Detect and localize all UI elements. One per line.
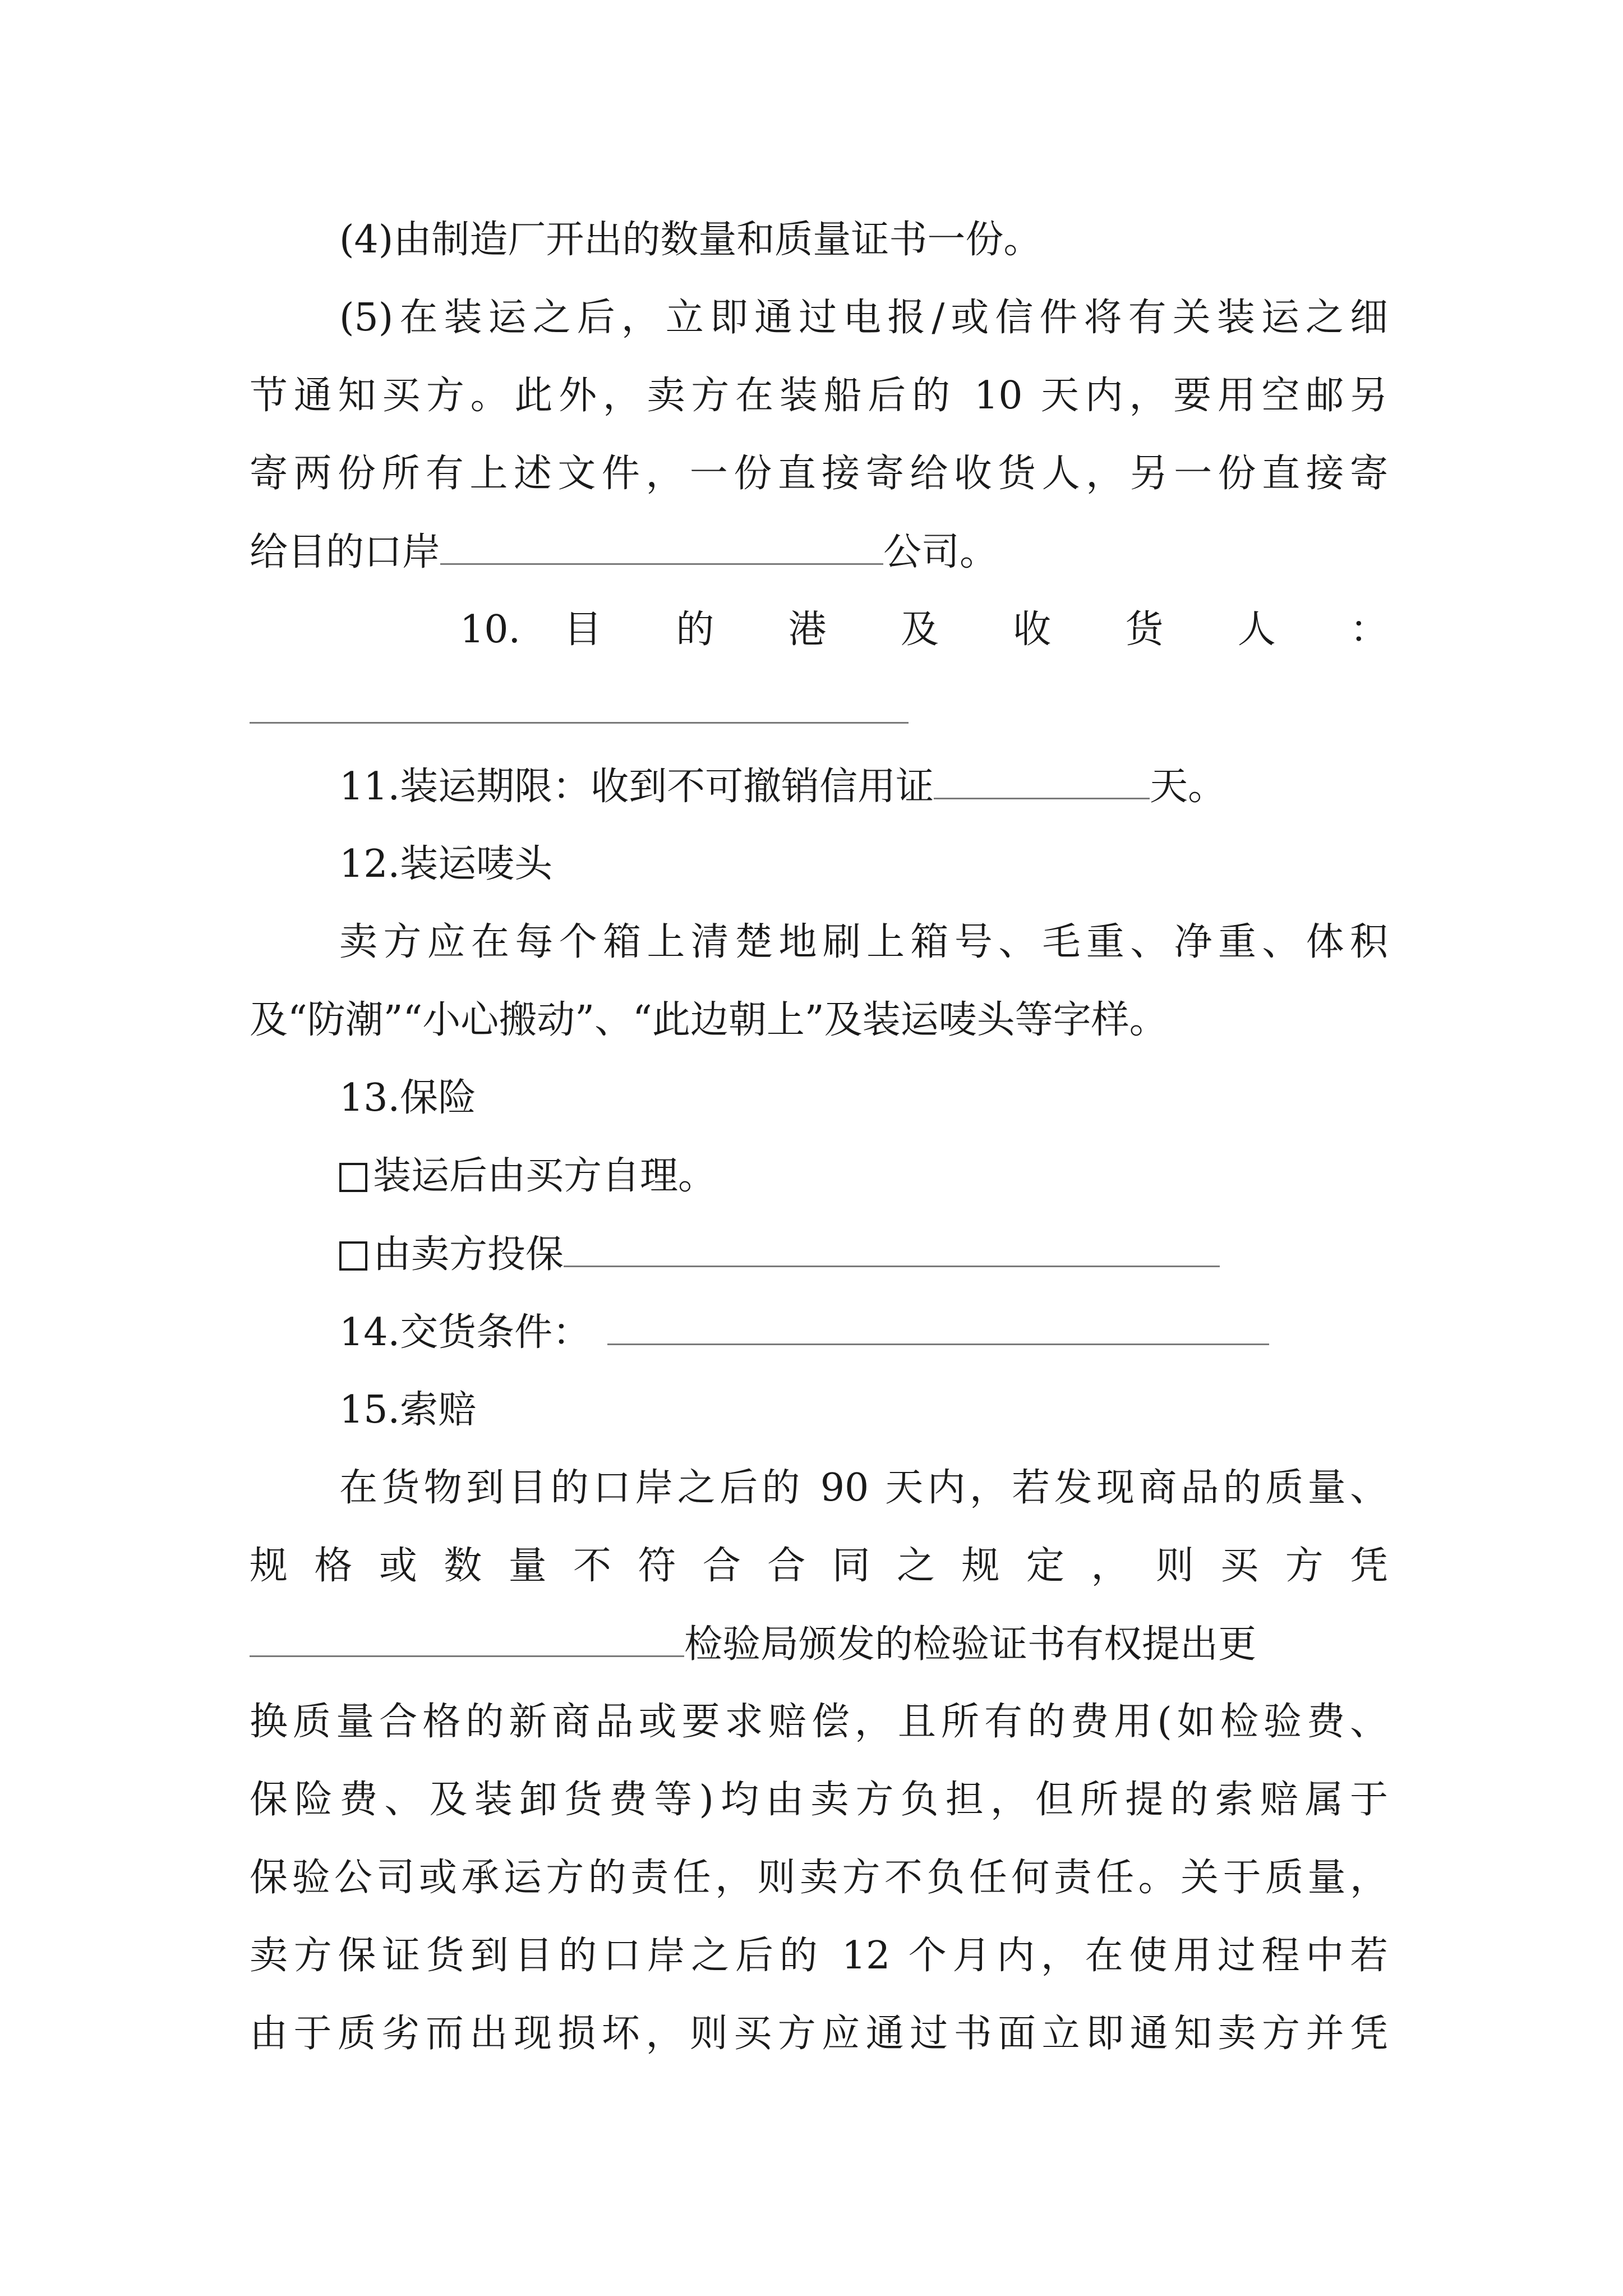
paragraph-line xyxy=(250,524,1388,580)
paragraph-line: 保验公司或承运方的责任，则卖方不负任何责任。关于质量， xyxy=(250,1856,1388,1900)
section-heading-15: 15.索赔 xyxy=(339,1388,477,1432)
blank-seller-insurance[interactable] xyxy=(564,1226,1220,1267)
paragraph-line: 及“防潮”“小心搬动”、“此边朝上”及装运唛头等字样。 xyxy=(250,998,1168,1042)
paragraph-line: (5)在装运之后，立即通过电报/或信件将有关装运之细 xyxy=(339,296,1388,340)
section-heading-10: 10. 目 的 港 及 收 货 人 ： xyxy=(460,608,1388,652)
option-label: 装运后由买方自理。 xyxy=(373,1154,717,1198)
line-text: 检验局颁发的检验证书有权提出更 xyxy=(684,1622,1257,1667)
insurance-option-buyer xyxy=(339,1148,1388,1204)
line-text: 公司。 xyxy=(883,530,998,574)
line-text: 天。 xyxy=(1150,765,1227,809)
paragraph-line: 换质量合格的新商品或要求赔偿，且所有的费用(如检验费、 xyxy=(250,1700,1388,1744)
checkbox-seller-insurance[interactable] xyxy=(339,1241,367,1271)
paragraph-line xyxy=(339,758,1388,815)
blank-inspection-bureau[interactable] xyxy=(250,1616,684,1657)
line-text: 14.交货条件： xyxy=(339,1310,591,1355)
paragraph-line xyxy=(339,1304,1388,1360)
paragraph-line: 节通知买方。此外，卖方在装船后的 10 天内，要用空邮另 xyxy=(250,374,1388,418)
section-heading-13: 13.保险 xyxy=(339,1076,477,1120)
paragraph-line: 寄两份所有上述文件，一份直接寄给收货人，另一份直接寄 xyxy=(250,452,1388,496)
paragraph-line: 在货物到目的口岸之后的 90 天内，若发现商品的质量、 xyxy=(339,1466,1388,1510)
blank-shipping-days[interactable] xyxy=(934,758,1150,799)
line-text: 给目的口岸 xyxy=(250,530,441,574)
paragraph-line: 规 格 或 数 量 不 符 合 合 同 之 规 定 ， 则 买 方 凭 xyxy=(250,1544,1388,1588)
blank-delivery-terms[interactable] xyxy=(607,1304,1269,1345)
blank-port-company[interactable] xyxy=(440,524,883,565)
paragraph-line: 由于质劣而出现损坏，则买方应通过书面立即通知卖方并凭 xyxy=(250,2012,1388,2056)
line-text: 11.装运期限：收到不可撤销信用证 xyxy=(339,765,934,809)
paragraph-line xyxy=(250,1616,1388,1672)
insurance-option-seller xyxy=(339,1226,1388,1282)
blank-destination-consignee[interactable] xyxy=(250,722,909,724)
option-label: 由卖方投保 xyxy=(373,1232,564,1277)
paragraph-line: 保险费、及装卸货费等)均由卖方负担，但所提的索赔属于 xyxy=(250,1778,1388,1822)
checkbox-buyer-insurance[interactable] xyxy=(339,1163,367,1192)
paragraph-line: 卖方应在每个箱上清楚地刷上箱号、毛重、净重、体积 xyxy=(339,920,1388,964)
section-heading-12: 12.装运唛头 xyxy=(339,842,553,886)
paragraph-line: 卖方保证货到目的口岸之后的 12 个月内，在使用过程中若 xyxy=(250,1934,1388,1978)
paragraph-line: (4)由制造厂开出的数量和质量证书一份。 xyxy=(339,218,1042,262)
